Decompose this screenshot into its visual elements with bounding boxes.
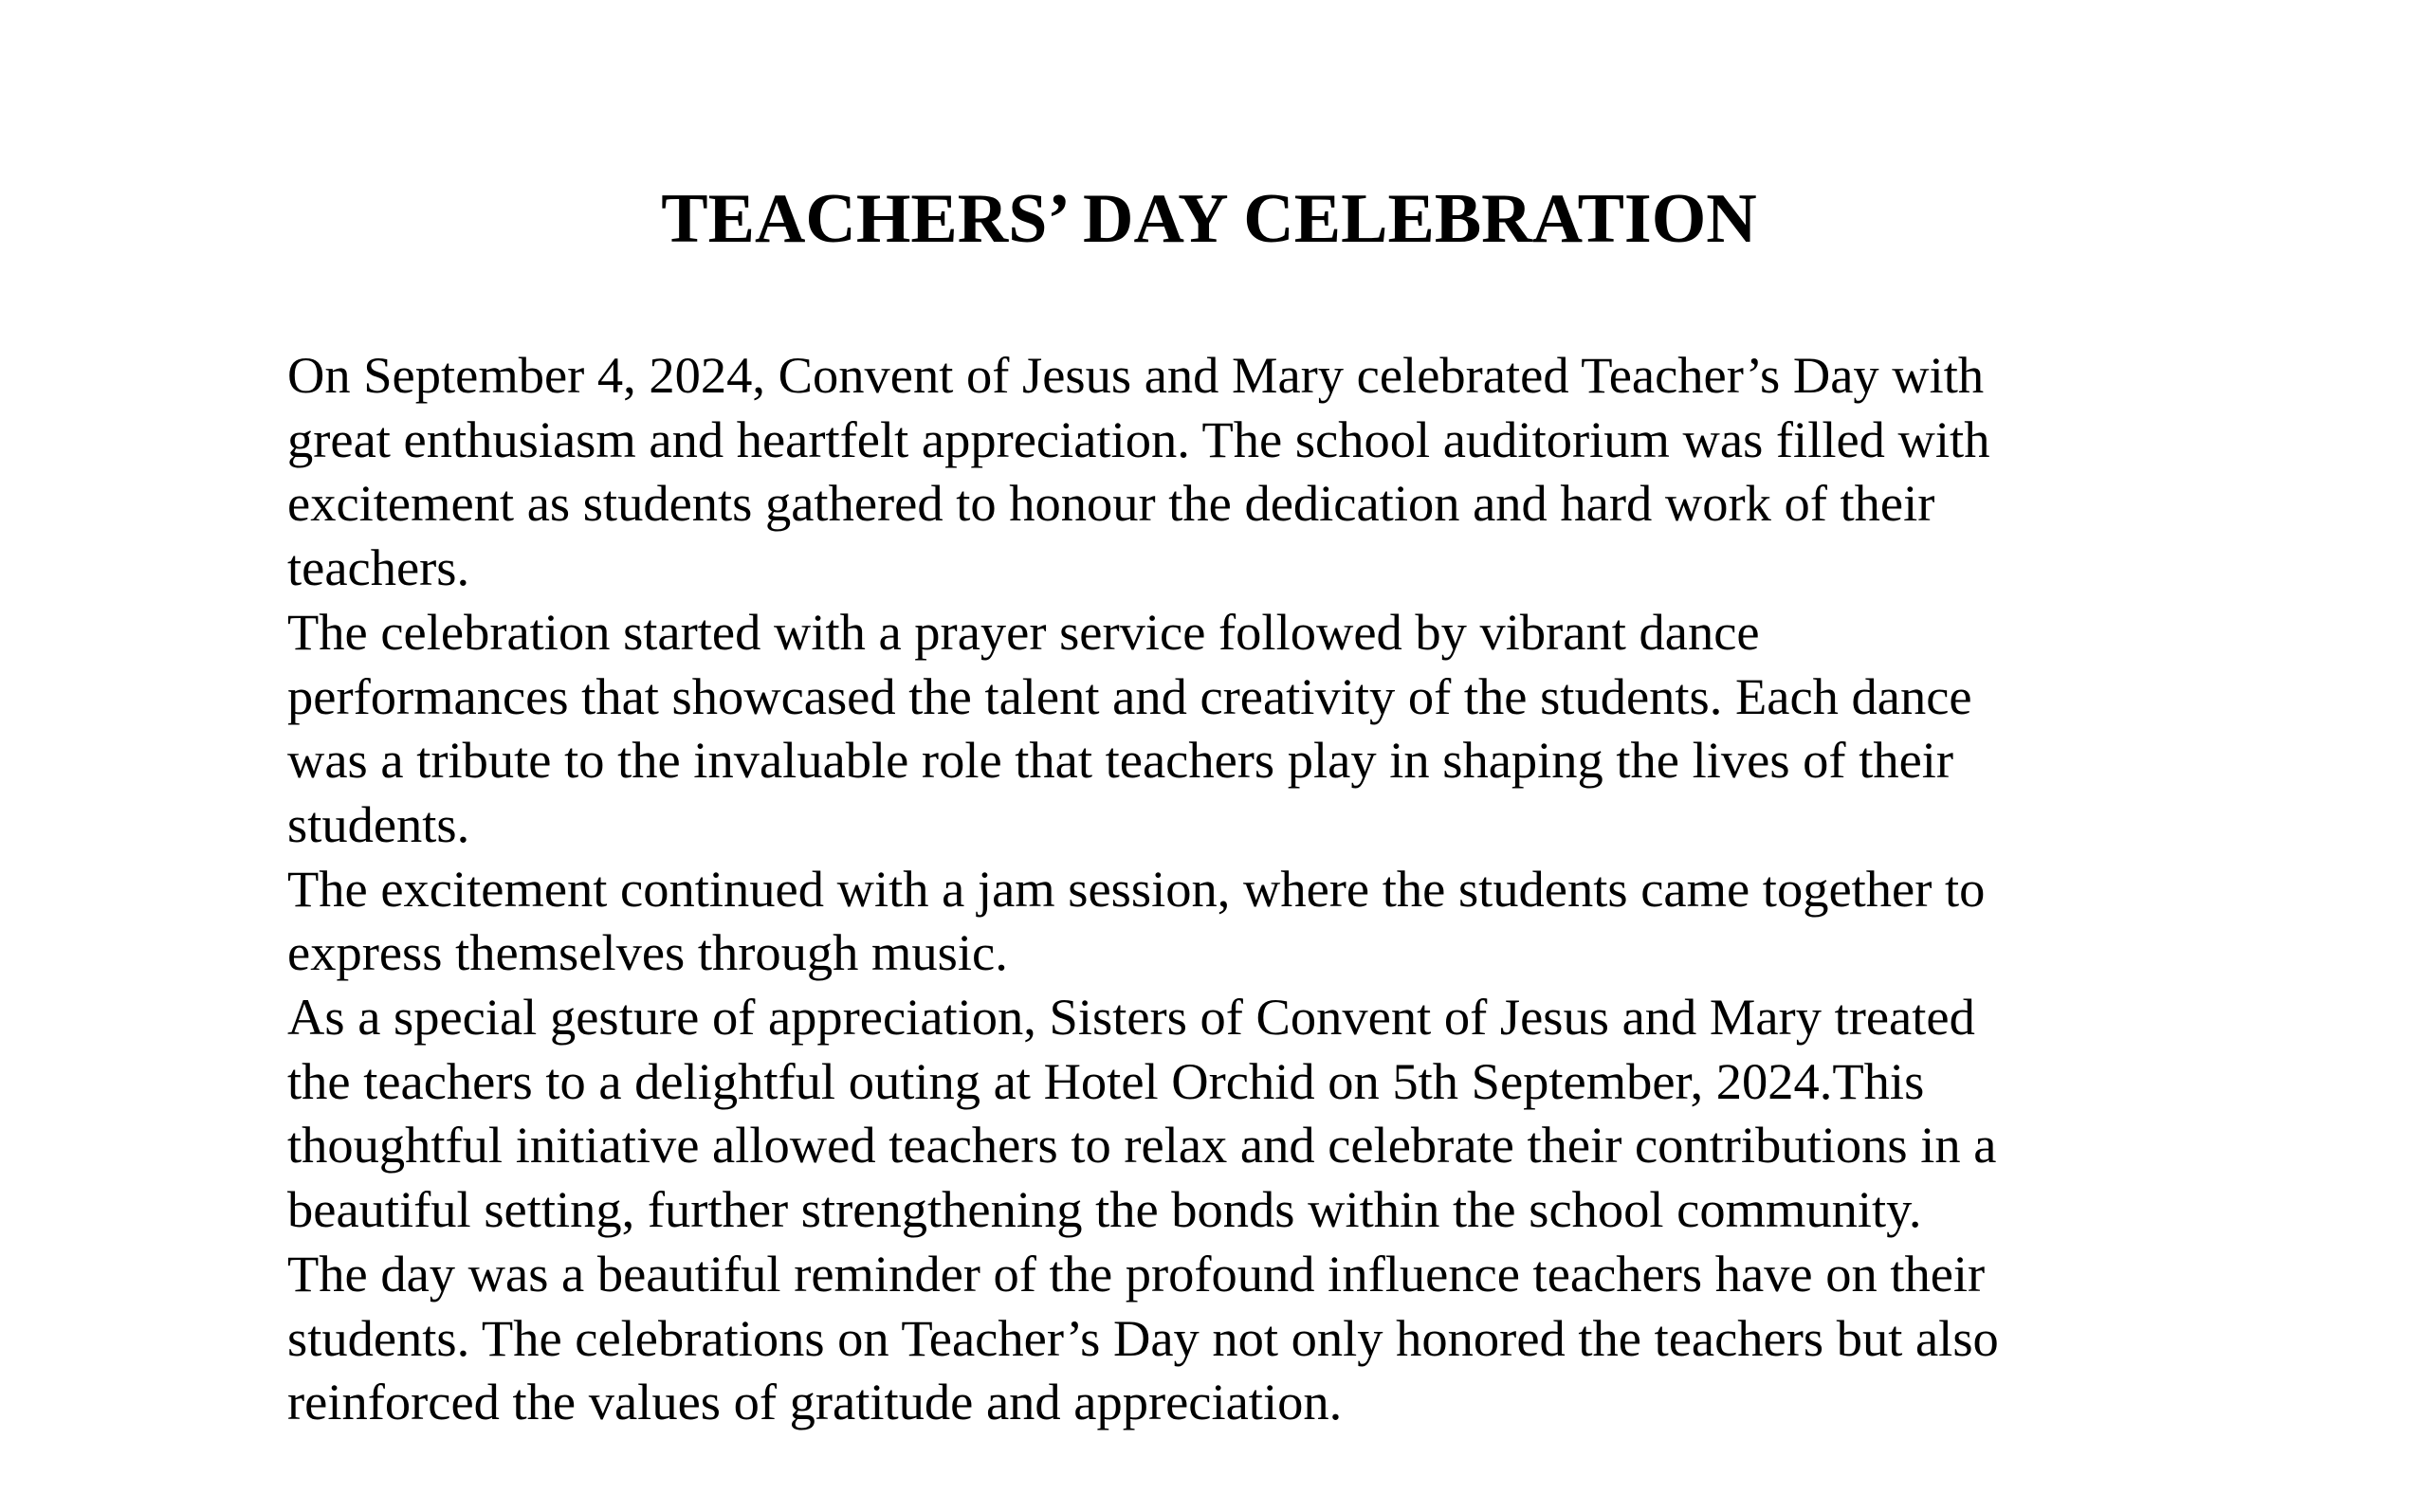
body-line: performances that showcased the talent and creativity of the students. Each dance	[287, 666, 1972, 725]
body-line: great enthusiasm and heartfelt appreciation. The school auditorium was filled with	[287, 410, 1990, 468]
body-line: students. The celebrations on Teacher’s Day not only honored the teachers but also	[287, 1308, 1999, 1367]
body-line: The celebration started with a prayer service followed by vibrant dance	[287, 602, 1760, 661]
body-line: beautiful setting, further strengthening the bonds within the school community.	[287, 1180, 1922, 1239]
body-line: reinforced the values of gratitude and appreciation.	[287, 1373, 1343, 1431]
body-line: express themselves through music.	[287, 923, 1008, 982]
body-line: The day was a beautiful reminder of the profound influence teachers have on their	[287, 1244, 1986, 1303]
body-line: The excitement continued with a jam session, where the students came together to	[287, 859, 1986, 918]
body-line: teachers.	[287, 538, 470, 597]
document-body	[287, 343, 2222, 1434]
body-line: excitement as students gathered to honour the dedication and hard work of their	[287, 474, 1935, 533]
body-line: was a tribute to the invaluable role that teachers play in shaping the lives of their	[287, 731, 1954, 790]
page-title: TEACHERS’ DAY CELEBRATION	[661, 180, 1757, 258]
body-line: As a special gesture of appreciation, Sisters of Convent of Jesus and Mary treated	[287, 988, 1975, 1047]
body-line: On September 4, 2024, Convent of Jesus and Mary celebrated Teacher’s Day with	[287, 346, 1985, 404]
body-line: the teachers to a delightful outing at Hotel Orchid on 5th September, 2024.This	[287, 1051, 1925, 1110]
body-line: thoughtful initiative allowed teachers to relax and celebrate their contributions in a	[287, 1116, 1997, 1175]
body-line: students.	[287, 794, 470, 853]
